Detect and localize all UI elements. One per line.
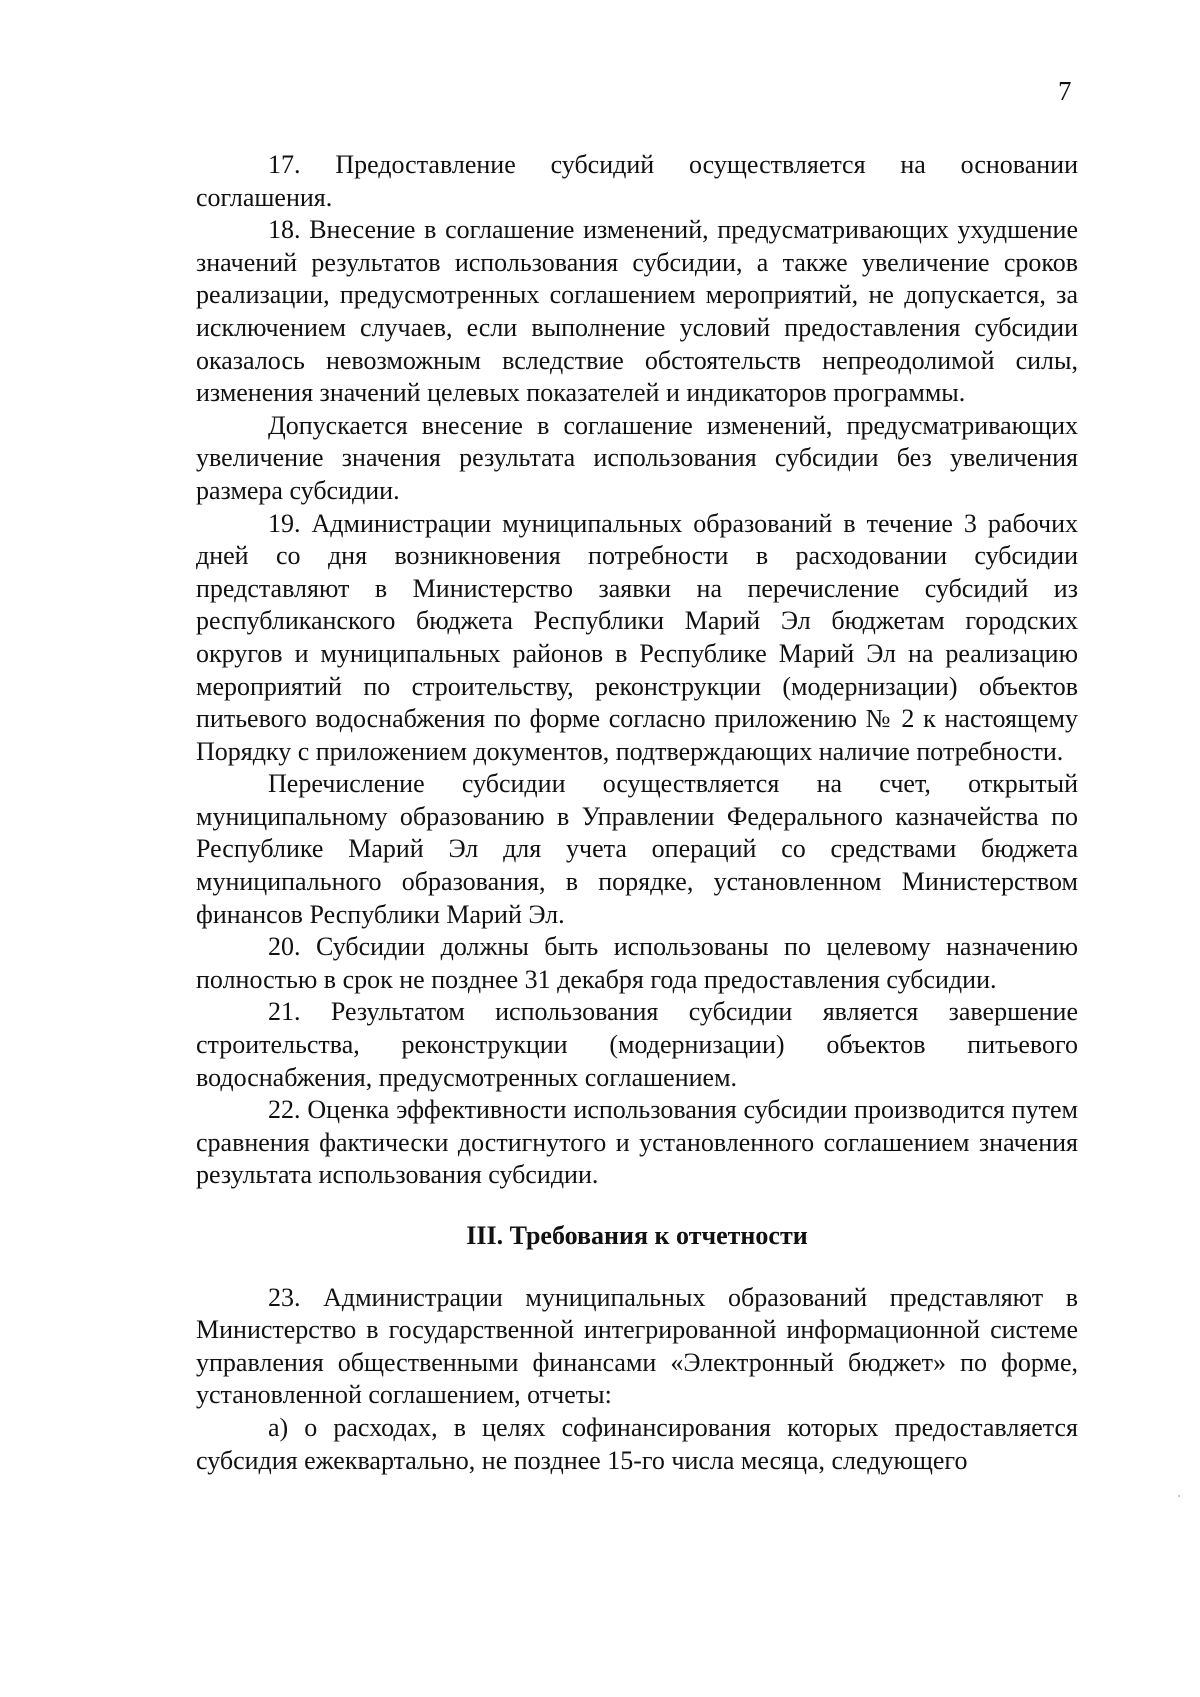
paragraph-22: 22. Оценка эффективности использования субсидии производится путем сравнения фактически достигнутого и установленного соглашением значения результата использования субсидии.: [196, 1095, 1078, 1190]
paragraph-17: 17. Предоставление субсидий осуществляется на основании соглашения.: [196, 150, 1078, 212]
paragraph-18-amendment: Допускается внесение в соглашение изменений, предусматривающих увеличение значения результата использования субсидии без увеличения размера субсидии.: [196, 410, 1078, 505]
section-heading: III. Требования к отчетности: [466, 1221, 808, 1250]
paragraph-19-transfer: Перечисление субсидии осуществляется на счет, открытый муниципальному образованию в Управлении Федерального казначейства по Республике Марий Эл для учета операций со средствами бюджета муниципального образования, в порядке, установленном Министерством финансов Республики Марий Эл.: [196, 769, 1078, 929]
paragraph-20: 20. Субсидии должны быть использованы по целевому назначению полностью в срок не позднее 31 декабря года предоставления субсидии.: [196, 932, 1078, 994]
document-body: [196, 149, 1078, 1477]
paragraph-21: 21. Результатом использования субсидии является завершение строительства, реконструкции (модернизации) объектов питьевого водоснабжения, предусмотренных соглашением.: [196, 997, 1078, 1092]
paragraph-23-a: а) о расходах, в целях софинансирования которых предоставляется субсидия ежеквартально, не позднее 15-го числа месяца, следующего: [196, 1412, 1078, 1475]
page-number: 7: [1058, 76, 1072, 106]
paragraph-23: 23. Администрации муниципальных образований представляют в Министерство в государственной интегрированной информационной системе управления общественными финансами «Электронный бюджет» по форме, установленной соглашением, отчеты:: [196, 1282, 1078, 1410]
paragraph-19: 19. Администрации муниципальных образований в течение 3 рабочих дней со дня возникновения потребности в расходовании субсидии представляют в Министерство заявки на перечисление субсидий из республиканского бюджета Республики Марий Эл бюджетам городских округов и муниципальных районов в Республике Марий Эл на реализацию мероприятий по строительству, реконструкции (модернизации) объектов питьевого водоснабжения по форме согласно приложению № 2 к настоящему Порядку с приложением документов, подтверждающих наличие потребности.: [196, 508, 1078, 766]
scan-speck: [1178, 1495, 1180, 1497]
paragraph-18: 18. Внесение в соглашение изменений, предусматривающих ухудшение значений результатов использования субсидии, а также увеличение сроков реализации, предусмотренных соглашением мероприятий, не допускается, за исключением случаев, если выполнение условий предоставления субсидии оказалось невозможным вследствие обстоятельств непреодолимой силы, изменения значений целевых показателей и индикаторов программы.: [196, 215, 1078, 408]
